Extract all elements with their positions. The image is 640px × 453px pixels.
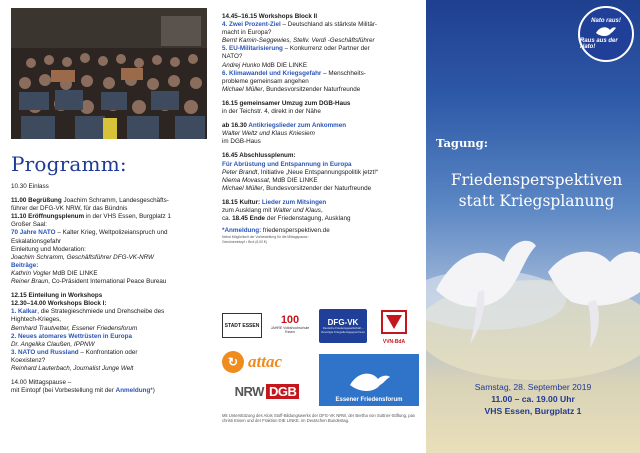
dfg-vk-logo — [319, 309, 367, 343]
program-line — [222, 177, 422, 185]
program-line — [222, 86, 422, 94]
program-line — [222, 185, 422, 193]
program-line: NATO? — [222, 53, 243, 61]
program-line-part: Michael Müller — [222, 85, 263, 93]
vvn-bda-logo — [374, 307, 414, 347]
dgb-text: DGB — [266, 384, 299, 399]
program-line: macht in Europa? — [222, 29, 272, 37]
program-line — [11, 229, 211, 237]
program-line — [222, 21, 422, 29]
program-line — [222, 122, 422, 130]
program-line — [11, 213, 211, 221]
program-line-part: 1. Kalkar — [11, 308, 38, 316]
program-line-part: der Friedenstagung, Ausklang — [265, 215, 351, 223]
program-line-part: – Deutschland als stärkste Militär- — [280, 21, 378, 29]
nrw-dgb-logo — [222, 374, 312, 408]
program-line-part: Reiner Braun — [11, 278, 49, 286]
program-line-part: 70 Jahre NATO — [11, 229, 56, 237]
program-line: Großer Saal: — [11, 221, 48, 229]
program-line — [222, 227, 422, 235]
program-line-part: Peter Brandt — [222, 168, 258, 176]
vhs-logo — [268, 310, 312, 338]
program-line-part: 5. EU-Militarisierung — [222, 45, 283, 53]
program-line-part: , — [320, 206, 323, 214]
program-line-part: Joachim Schramm, Landesgeschäfts- — [61, 197, 169, 205]
event-title-line2: statt Kriegsplanung — [458, 192, 615, 210]
program-line: 14.45–16.15 Workshops Block II — [222, 13, 318, 20]
program-line: Beiträge: — [11, 261, 39, 269]
program-line-part: 18.45 Ende — [232, 215, 266, 223]
program-line — [11, 270, 211, 278]
program-line: Bernhard Trautvetter, Essener Friedensforum — [11, 324, 138, 332]
event-time: 11.00 – ca. 19.00 Uhr — [491, 394, 575, 404]
program-line — [222, 199, 422, 207]
program-line: Walter Weltz und Klaus Kniesiem — [222, 130, 315, 138]
program-line — [11, 387, 211, 395]
program-line-part: , die Strategieschmiede und Drehscheibe des — [37, 308, 165, 316]
badge-line2: Raus aus der Nato! — [580, 38, 618, 50]
program-line: 14.00 Mittagspause – — [11, 379, 72, 387]
program-line — [11, 349, 211, 357]
program-line: 16.15 gemeinsamer Umzug zum DGB-Haus — [222, 99, 351, 107]
program-line-part: Kathrin Vogler — [11, 269, 51, 277]
program-column-left — [0, 0, 214, 453]
dove-icon — [346, 367, 392, 397]
program-schedule-part1 — [11, 183, 211, 395]
event-title — [433, 170, 640, 212]
program-line: Reinhard Lauterbach, Journalist Junge Welt — [11, 364, 134, 372]
program-line-part: *) — [150, 387, 155, 395]
program-line — [11, 308, 211, 316]
program-line — [222, 215, 422, 223]
audience-photo — [11, 8, 207, 139]
event-place: VHS Essen, Burgplatz 1 — [484, 406, 582, 416]
vhs-sub-text: JAHRE Volkshochschule Essen — [270, 325, 310, 334]
program-line: 12.30–14.00 Workshops Block I: — [11, 300, 107, 308]
program-line: Gemüseeintopf • Brot (6,00 €) — [222, 239, 267, 244]
program-line-part: friedensperspektiven.de — [261, 227, 330, 235]
vvn-bda-text: VVN-BdA — [382, 339, 406, 345]
badge-line1: Nato raus! — [591, 18, 621, 24]
program-line-part: Anmeldung — [115, 387, 151, 395]
vhs-100-text: 100 — [280, 313, 300, 326]
program-line: 2. Neues atomares Wettrüsten in Europa — [11, 332, 132, 340]
program-line-part: 11.00 Begrüßung — [11, 197, 62, 205]
program-line-part: mit Eintopf (bei Vorbestellung mit der — [11, 387, 116, 395]
program-line-part: Antikriegslieder zum Ankommen — [248, 122, 347, 130]
program-line: Eskalationsgefahr — [11, 237, 62, 245]
stadt-essen-text: STADT ESSEN — [224, 322, 260, 329]
dfg-vk-sub-text: Deutsche Friedensgesellschaft – Vereinigte KriegsdienstgegnerInnen — [320, 326, 366, 334]
program-line-part: ca. — [222, 215, 233, 223]
event-title-line1: Friedensperspektiven — [450, 171, 623, 189]
program-line: 16.45 Abschlussplenum: — [222, 152, 296, 160]
dfg-vk-text: DFG-VK — [327, 318, 359, 328]
program-line: Dr. Angelika Claußen, IPPNW — [11, 340, 95, 348]
program-line-part: – Menschheits- — [321, 69, 366, 77]
program-line-part: zum Ausklang mit — [222, 206, 274, 214]
program-line-part: Andrej Hunko — [222, 61, 261, 69]
program-line-part: MdB DIE LINKE — [50, 269, 98, 277]
program-line: führer der DFG-VK NRW, für das Bündnis — [11, 205, 128, 213]
nrw-text: NRW — [234, 383, 264, 399]
program-line: Hightech-Krieges, — [11, 316, 62, 324]
program-line-part: 6. Klimawandel und Kriegsgefahr — [222, 69, 322, 77]
program-line — [11, 197, 211, 205]
program-line-part: – Konfrontation oder — [78, 348, 138, 356]
program-line-part: MdB DIE LINKE — [260, 61, 308, 69]
program-line-part: in der VHS Essen, Burgplatz 1 — [84, 213, 171, 221]
program-line-part: 11.10 Eröffnungsplenum — [11, 213, 85, 221]
program-line-part: 4. Zwei Prozent-Ziel — [222, 21, 281, 29]
stadt-essen-logo — [222, 313, 262, 338]
event-date-block — [426, 381, 640, 417]
program-line: Nebst Möglichkeit der Vorbestellung für die Mittagspause: — [222, 235, 309, 240]
program-line-part: – Kalter Krieg, Weltpolizeianspruch und — [55, 229, 168, 237]
program-column-middle — [214, 0, 426, 453]
program-line: probleme gemeinsam angehen — [222, 77, 309, 85]
program-line-part: Michael Müller — [222, 184, 263, 192]
attac-text: attac — [248, 352, 282, 371]
program-line: Koexistenz? — [11, 356, 46, 364]
program-line: 12.15 Einteilung in Workshops — [11, 292, 103, 300]
program-line-part: 3. NATO und Russland — [11, 348, 79, 356]
program-line: im DGB-Haus — [222, 138, 261, 146]
vvn-triangle-icon — [380, 309, 408, 339]
essener-friedensforum-logo — [319, 354, 419, 406]
program-line — [222, 169, 422, 177]
program-line — [222, 62, 422, 70]
program-line — [11, 278, 211, 286]
event-type-label: Tagung: — [436, 136, 488, 150]
program-line: 10.30 Einlass — [11, 183, 49, 190]
program-line-part: , MdB DIE LINKE — [268, 176, 318, 184]
essener-friedensforum-text: Essener Friedensforum — [335, 397, 403, 403]
program-line-part: , Bundesvorsitzender Naturfreunde — [262, 85, 361, 93]
program-line: Bernt Kamin-Seggewies, Stellv. Verdi -Geschäftsführer — [222, 37, 375, 45]
program-line-part: 18.15 Kultur: — [222, 198, 262, 206]
program-line — [222, 45, 422, 53]
attac-spiral-icon: ↻ — [222, 351, 244, 373]
program-line-part: *Anmeldung: — [222, 227, 262, 235]
program-schedule-part2 — [222, 13, 422, 244]
program-line-part: , Co-Präsident International Peace Bureau — [48, 278, 167, 286]
attac-logo — [222, 350, 312, 374]
sponsor-footnote: Mit Unterstützung des Alois Stoff-Bildungswerks der DFG-VK NRW, der Bertha von Suttner-Stiftung, pax christi Essen und der Fraktion DIE LINKE. im Deutschen Bundestag. — [222, 413, 416, 424]
program-line: Einleitung und Moderation: — [11, 245, 86, 253]
badge-dove-icon — [595, 24, 617, 38]
program-line — [222, 207, 422, 215]
program-line-part: , Initiative „Neue Entspannungspolitik jetzt!“ — [257, 168, 379, 176]
program-line: Joachim Schramm, Geschäftsführer DFG-VK-NRW — [11, 253, 154, 261]
program-line — [222, 70, 422, 78]
program-line-part: Walter und Klaus — [273, 206, 321, 214]
nato-raus-badge — [578, 6, 634, 62]
program-line-part: Niema Movassat — [222, 176, 269, 184]
program-line: in der Teichstr. 4, direkt in der Nähe — [222, 108, 321, 116]
program-line-part: , Bundesvorsitzender der Naturfreunde — [262, 184, 372, 192]
program-line-part: ab 16.30 — [222, 122, 249, 130]
program-line-part: Lieder zum Mitsingen — [261, 198, 327, 206]
program-title: Programm: — [11, 152, 127, 176]
event-date: Samstag, 28. September 2019 — [474, 382, 592, 392]
program-line: Für Abrüstung und Entspannung in Europa — [222, 160, 352, 168]
program-line-part: – Konkurrenz oder Partner der — [282, 45, 370, 53]
